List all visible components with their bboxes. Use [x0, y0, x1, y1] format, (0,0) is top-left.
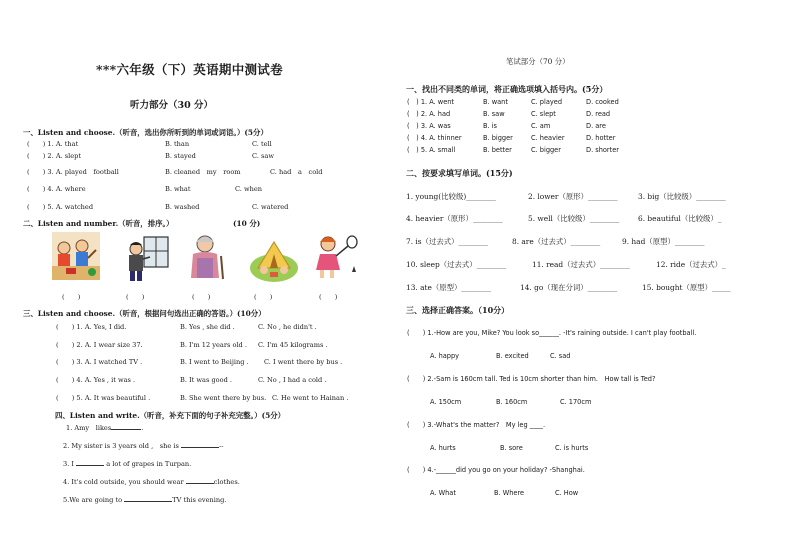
option-b: B. than [165, 140, 190, 148]
question-text: ( ) 2.-Sam is 160cm tall. Ted is 10cm shorter than him. How tall is Ted? [407, 375, 656, 383]
answer-paren[interactable]: ( ) [126, 293, 145, 301]
option-a: A. What [430, 489, 456, 497]
option-c: C. heavier [531, 134, 565, 142]
list-item: 9. had（原型）________ [622, 237, 705, 246]
boy-at-window-picture [122, 235, 170, 283]
option-c: C. played [531, 98, 562, 106]
list-item: 3. I a lot of grapes in Turpan. [63, 460, 192, 468]
option-c: C. slept [531, 110, 556, 118]
list-item: 2. My sister is 3 years old , she is -- [63, 442, 224, 450]
option-c: C. How [555, 489, 579, 497]
list-item: ( ) 4. A. Yes , it was . [56, 376, 136, 384]
written-header: 笔试部分（70 分） [506, 57, 570, 66]
option-a: A. happy [430, 352, 460, 360]
answer-blank[interactable] [76, 465, 104, 466]
grandmother-picture [183, 232, 231, 280]
list-item: ( ) 4. A. where [27, 185, 86, 193]
children-playing-picture [52, 232, 100, 280]
option-b: B. It was good . [180, 376, 233, 384]
option-c: C. I'm 45 kilograms . [258, 341, 328, 349]
option-b: B. washed [165, 203, 200, 211]
page-title: ***六年级（下）英语期中测试卷 [96, 62, 283, 77]
option-d: D. cooked [586, 98, 619, 106]
list-item: ( ) 5. A. small [407, 146, 456, 154]
list-item: 5. well（比较级）________ [528, 214, 620, 223]
list-item: ( ) 1. A. that [27, 140, 79, 148]
answer-blank[interactable] [186, 483, 214, 484]
option-b: B. is [483, 122, 497, 130]
answer-blank[interactable] [124, 501, 172, 502]
option-b: B. stayed [165, 152, 196, 160]
option-c: C. had a cold [270, 168, 323, 176]
list-item: 7. is（过去式）________ [406, 237, 489, 246]
option-d: D. hotter [586, 134, 616, 142]
list-item: 15. bought（原型）_____ [642, 283, 731, 292]
option-c: C. saw [252, 152, 274, 160]
list-item: ( ) 2. A. had [407, 110, 451, 118]
option-b: B. cleaned my room [165, 168, 241, 176]
list-item: ( ) 3. A. was [407, 122, 451, 130]
list-item: ( ) 5. A. watched [27, 203, 94, 211]
list-item: ( ) 1. A. went [407, 98, 455, 106]
option-b: B. bigger [483, 134, 513, 142]
option-b: B. Yes , she did . [180, 323, 235, 331]
option-b: B. sore [500, 444, 523, 452]
question-text: ( ) 1.-How are you, Mike? You look so______. -It's raining outside. I can't play football. [407, 329, 697, 337]
written-section-2-title: 二、按要求填写单词。(15分) [406, 168, 513, 178]
list-item: ( ) 3. A. I watched TV . [56, 358, 143, 366]
option-d: D. shorter [586, 146, 619, 154]
option-b: B. saw [483, 110, 505, 118]
list-item: ( ) 3. A. played football [27, 168, 119, 176]
list-item: 13. ate（原型）________ [406, 283, 491, 292]
option-a: A. hurts [430, 444, 456, 452]
answer-paren[interactable]: ( ) [254, 293, 273, 301]
option-c: C. is hurts [555, 444, 589, 452]
girl-badminton-picture [312, 232, 360, 280]
option-d: D. read [586, 110, 611, 118]
list-item: 4. heavier（原形）________ [406, 214, 503, 223]
answer-blank[interactable] [111, 429, 141, 430]
listening-section-3-title: 三、Listen and choose.（听音，根据问句选出正确的答语。）(10分） [23, 309, 266, 318]
option-b: B. Where [494, 489, 525, 497]
option-c: C. No , he didn't . [258, 323, 317, 331]
option-c: C. bigger [531, 146, 561, 154]
option-a: A. 150cm [430, 398, 462, 406]
option-b: B. want [483, 98, 508, 106]
list-item: 6. beautiful（比较级）_ [638, 214, 722, 223]
option-c: C. sad [550, 352, 571, 360]
option-c: C. when [235, 185, 263, 193]
list-item: 12. ride（过去式）_ [656, 260, 726, 269]
tent-picnic-picture [250, 234, 298, 282]
listening-section-2-score: (10 分) [233, 219, 261, 228]
question-text: ( ) 4.-______did you go on your holiday? -Shanghai. [407, 466, 585, 474]
list-item: 1. young(比较级)________ [406, 192, 496, 201]
option-d: D. are [586, 122, 606, 130]
option-b: B. excited [496, 352, 529, 360]
list-item: 8. are（过去式）________ [512, 237, 601, 246]
option-c: C. tell [252, 140, 272, 148]
written-section-1-title: 一、找出不同类的单词，将正确选项填入括号内。(5分） [406, 84, 608, 94]
option-c: C. am [531, 122, 551, 130]
list-item: ( ) 2. A. slept [27, 152, 82, 160]
written-section-3-title: 三、选择正确答案。（10分） [406, 305, 510, 315]
listening-section-4-title: 四、Listen and write.（听音，补充下面的句子补充完整。）(5分） [55, 411, 286, 420]
list-item: 2. lower（原形）________ [528, 192, 618, 201]
list-item: ( ) 5. A. It was beautiful . [56, 394, 151, 402]
option-b: B. better [483, 146, 512, 154]
option-b: B. I went to Beijing . [180, 358, 249, 366]
answer-blank[interactable] [181, 447, 219, 448]
list-item: 5.We are going to TV this evening. [63, 496, 227, 504]
answer-paren[interactable]: ( ) [319, 293, 338, 301]
list-item: 1. Amy likes . [66, 424, 144, 432]
list-item: ( ) 2. A. I wear size 37. [56, 341, 143, 349]
list-item: 14. go（现在分词）________ [520, 283, 618, 292]
listening-section-2-title: 二、Listen and number.（听音，排序。） [23, 219, 174, 228]
option-c: C. 170cm [560, 398, 592, 406]
list-item: ( ) 4. A. thinner [407, 134, 462, 142]
question-text: ( ) 3.-What's the matter? My leg ____. [407, 421, 546, 429]
written-column [400, 0, 794, 560]
list-item: 11. read（过去式）________ [532, 260, 630, 269]
listening-section-1-title: 一、Listen and choose.（听音，选出你所听到的单词或词语。）(5分） [23, 128, 268, 137]
option-b: B. She went there by bus. [180, 394, 267, 402]
list-item: ( ) 1. A. Yes, I did. [56, 323, 127, 331]
option-c: C. I went there by bus . [264, 358, 343, 366]
option-b: B. I'm 12 years old . [180, 341, 247, 349]
option-b: B. 160cm [496, 398, 528, 406]
option-c: C. No , I had a cold . [258, 376, 327, 384]
listening-header: 听力部分（30 分） [130, 100, 214, 111]
option-c: C. watered [252, 203, 289, 211]
list-item: 4. It's cold outside, you should wear clothes. [63, 478, 240, 486]
list-item: 3. big（比较级）________ [638, 192, 726, 201]
list-item: 10. sleep（过去式）________ [406, 260, 507, 269]
answer-paren[interactable]: ( ) [62, 293, 81, 301]
answer-paren[interactable]: ( ) [192, 293, 211, 301]
option-c: C. He went to Hainan . [272, 394, 349, 402]
option-b: B. what [165, 185, 191, 193]
